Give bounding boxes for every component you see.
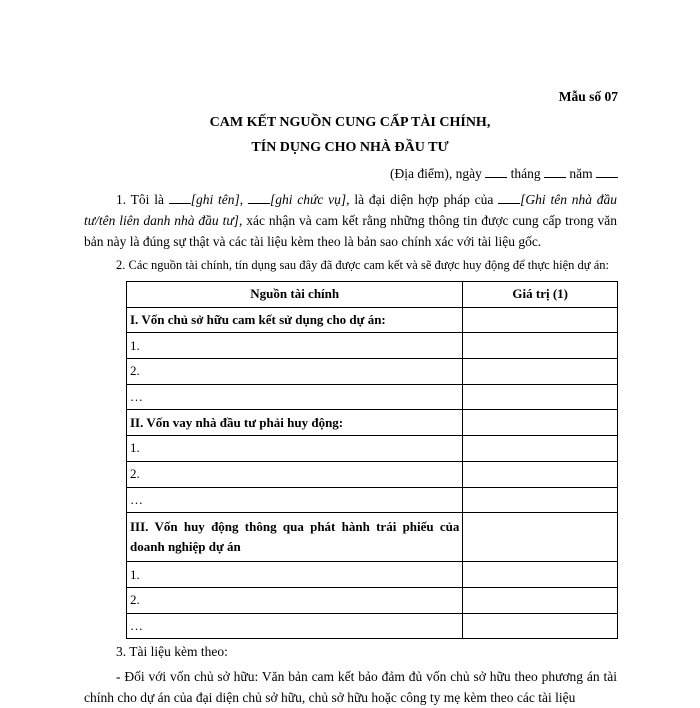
- year-label: năm: [569, 166, 593, 181]
- place-date-line: [390, 165, 618, 182]
- month-label: tháng: [510, 166, 541, 181]
- value-cell[interactable]: [463, 587, 618, 613]
- name-blank[interactable]: [169, 191, 191, 204]
- table-row: [127, 410, 618, 436]
- row-label: 1.: [127, 436, 463, 462]
- row-label: 2.: [127, 587, 463, 613]
- table-row: [127, 513, 618, 562]
- table-row: [127, 307, 618, 333]
- section-1-label: I. Vốn chủ sở hữu cam kết sử dụng cho dự án:: [127, 307, 463, 333]
- value-cell[interactable]: [463, 384, 618, 410]
- row-label: 1.: [127, 562, 463, 588]
- table-row: [127, 384, 618, 410]
- table-row: [127, 436, 618, 462]
- financial-sources-table: [126, 281, 618, 639]
- row-label: …: [127, 487, 463, 513]
- row-label: …: [127, 613, 463, 639]
- value-cell[interactable]: [463, 436, 618, 462]
- row-label: 2.: [127, 461, 463, 487]
- section-2-label: II. Vốn vay nhà đầu tư phải huy động:: [127, 410, 463, 436]
- paragraph-2: 2. Các nguồn tài chính, tín dụng sau đây đã được cam kết và sẽ được huy động để thực hiện dự án:: [116, 258, 609, 272]
- value-cell[interactable]: [463, 513, 618, 562]
- investor-blank[interactable]: [498, 191, 520, 204]
- table-header-row: [127, 282, 618, 308]
- value-cell[interactable]: [463, 562, 618, 588]
- value-cell[interactable]: [463, 307, 618, 333]
- value-cell[interactable]: [463, 359, 618, 385]
- investor-placeholder: [Ghi tên nhà đầu tư/tên liên danh nhà đầu tư]: [84, 192, 618, 228]
- header-value: Giá trị (1): [463, 282, 618, 308]
- day-blank[interactable]: [485, 165, 507, 178]
- table-row: [127, 562, 618, 588]
- section-3-label: III. Vốn huy động thông qua phát hành trái phiếu của doanh nghiệp dự án: [127, 513, 463, 562]
- name-placeholder: [ghi tên]: [190, 192, 240, 207]
- para1-suffix: , xác nhận và cam kết rằng những thông tin được cung cấp trong văn bản này là đúng sự thật và các tài liệu kèm theo là bản sao chính xác với tài liệu gốc.: [84, 213, 618, 249]
- paragraph-4: - Đối với vốn chủ sở hữu: Văn bản cam kết bảo đảm đủ vốn chủ sở hữu theo phương án tài chính cho dự án của đại diện chủ sở hữu, chủ sở hữu hoặc công ty mẹ kèm theo các tài liệu: [84, 669, 617, 705]
- table-row: [127, 587, 618, 613]
- year-blank[interactable]: [596, 165, 618, 178]
- header-financial-source: Nguồn tài chính: [127, 282, 463, 308]
- value-cell[interactable]: [463, 461, 618, 487]
- row-label: 2.: [127, 359, 463, 385]
- para1-separator: ,: [239, 192, 244, 207]
- value-cell[interactable]: [463, 487, 618, 513]
- form-number: Mẫu số 07: [558, 89, 618, 104]
- paragraph-1: [84, 189, 617, 252]
- document-title-line-2: TÍN DỤNG CHO NHÀ ĐẦU TƯ: [251, 140, 449, 155]
- value-cell[interactable]: [463, 613, 618, 639]
- position-placeholder: [ghi chức vụ]: [269, 192, 347, 207]
- para1-middle: , là đại diện hợp pháp của: [346, 192, 494, 207]
- month-blank[interactable]: [544, 165, 566, 178]
- para1-prefix: 1. Tôi là: [116, 192, 164, 207]
- place-label: (Địa điểm), ngày: [390, 166, 482, 181]
- position-blank[interactable]: [248, 191, 270, 204]
- table-row: [127, 359, 618, 385]
- row-label: …: [127, 384, 463, 410]
- value-cell[interactable]: [463, 333, 618, 359]
- paragraph-3: 3. Tài liệu kèm theo:: [116, 644, 228, 659]
- table-row: [127, 613, 618, 639]
- value-cell[interactable]: [463, 410, 618, 436]
- document-title-line-1: CAM KẾT NGUỒN CUNG CẤP TÀI CHÍNH,: [209, 115, 491, 130]
- row-label: 1.: [127, 333, 463, 359]
- table-row: [127, 461, 618, 487]
- table-row: [127, 333, 618, 359]
- table-row: [127, 487, 618, 513]
